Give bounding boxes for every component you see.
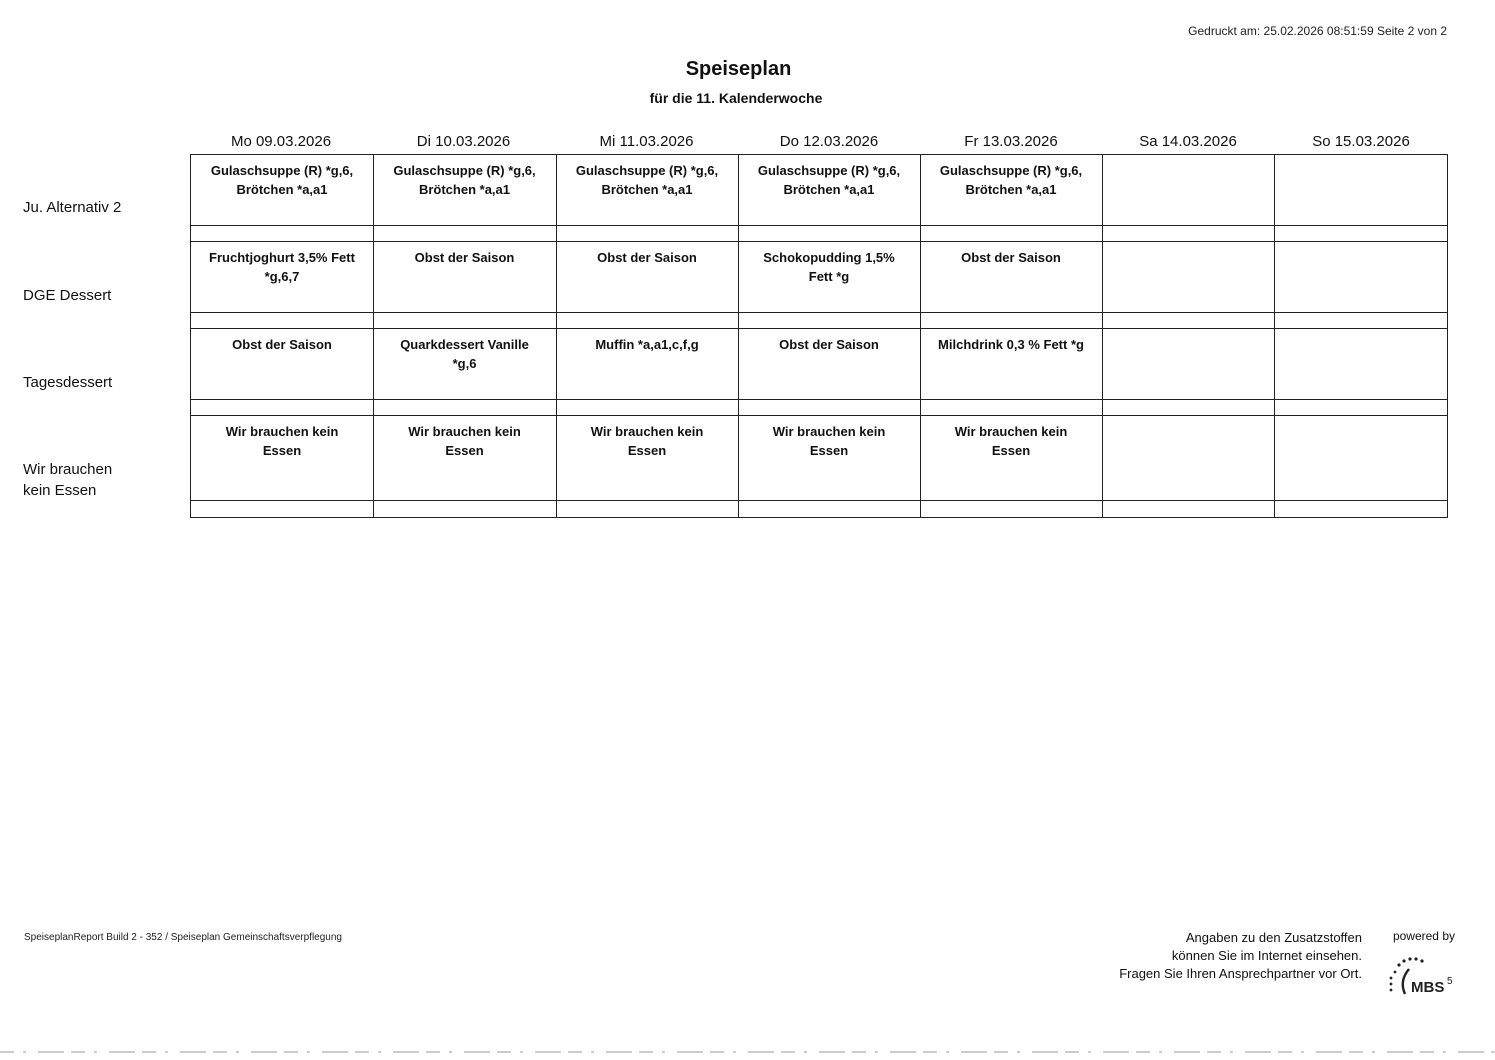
menu-cell: Gulaschsuppe (R) *g,6, Brötchen *a,a1	[575, 163, 719, 197]
grid-divider	[191, 312, 1447, 313]
day-header-row	[190, 133, 1448, 153]
menu-cell	[1102, 244, 1274, 248]
menu-cell: Fruchtjoghurt 3,5% Fett *g,6,7	[209, 250, 355, 284]
menu-cell	[1102, 418, 1274, 422]
row-label-tagesdessert: Tagesdessert	[23, 374, 113, 391]
grid-divider	[191, 399, 1447, 400]
menu-cell: Obst der Saison	[779, 337, 879, 352]
menu-cell: Quarkdessert Vanille *g,6	[400, 337, 529, 371]
page-subtitle: für die 11. Kalenderwoche	[649, 90, 823, 106]
additives-note-line: Angaben zu den Zusatzstoffen	[1185, 930, 1362, 945]
menu-cell: Gulaschsuppe (R) *g,6, Brötchen *a,a1	[757, 163, 901, 197]
additives-note-line: Fragen Sie Ihren Ansprechpartner vor Ort.	[1119, 966, 1362, 981]
menu-cell	[1274, 331, 1447, 335]
grid-divider	[191, 328, 1447, 329]
menu-cell: Obst der Saison	[597, 250, 697, 265]
menu-cell: Wir brauchen kein Essen	[954, 424, 1068, 458]
menu-cell: Milchdrink 0,3 % Fett *g	[938, 337, 1084, 352]
scan-artifact-line	[0, 1050, 1495, 1054]
printed-date-info: Gedruckt am: 25.02.2026 08:51:59 Seite 2 von 2	[1188, 24, 1447, 38]
menu-cell: Gulaschsuppe (R) *g,6, Brötchen *a,a1	[210, 163, 354, 197]
day-header-mi: Mi 11.03.2026	[599, 133, 694, 150]
menu-cell	[1102, 157, 1274, 161]
row-label-ju-alternativ: Ju. Alternativ 2	[23, 199, 122, 216]
page-title: Speiseplan	[685, 58, 792, 80]
grid-divider	[191, 415, 1447, 416]
day-header-sa: Sa 14.03.2026	[1139, 133, 1237, 150]
row-label-dge-dessert: DGE Dessert	[23, 287, 112, 304]
menu-cell	[1274, 244, 1447, 248]
day-header-fr: Fr 13.03.2026	[964, 133, 1058, 150]
menu-cell: Obst der Saison	[961, 250, 1061, 265]
menu-cell: Muffin *a,a1,c,f,g	[595, 337, 699, 352]
row-label-kein-essen: Wir brauchen kein Essen	[23, 461, 113, 499]
menu-cell	[1274, 418, 1447, 422]
grid-divider	[191, 225, 1447, 226]
day-header-di: Di 10.03.2026	[416, 133, 511, 150]
powered-by-label: powered by	[1392, 929, 1455, 943]
menu-cell: Wir brauchen kein Essen	[590, 424, 704, 458]
menu-cell	[1274, 157, 1447, 161]
mbs-logo-icon	[1385, 952, 1457, 1000]
grid-divider	[1102, 155, 1103, 517]
day-header-do: Do 12.03.2026	[779, 133, 879, 150]
mbs-logo-text: MBS	[1411, 979, 1445, 996]
mbs-logo-superscript: 5	[1447, 976, 1453, 987]
grid-divider	[191, 500, 1447, 501]
grid-divider	[191, 241, 1447, 242]
menu-cell: Obst der Saison	[414, 250, 515, 265]
menu-cell: Schokopudding 1,5% Fett *g	[763, 250, 895, 284]
menu-cell: Gulaschsuppe (R) *g,6, Brötchen *a,a1	[939, 163, 1083, 197]
menu-cell: Obst der Saison	[232, 337, 332, 352]
menu-cell: Wir brauchen kein Essen	[225, 424, 339, 458]
menu-cell: Wir brauchen kein Essen	[772, 424, 886, 458]
menu-cell	[1102, 331, 1274, 335]
meal-plan-grid	[190, 154, 1448, 518]
additives-note-line: können Sie im Internet einsehen.	[1171, 948, 1362, 963]
report-build-info: SpeiseplanReport Build 2 - 352 / Speiseplan Gemeinschaftsverpflegung	[24, 932, 342, 943]
mbs-logo	[1385, 952, 1457, 1000]
day-header-mo: Mo 09.03.2026	[230, 133, 332, 150]
menu-cell: Gulaschsuppe (R) *g,6, Brötchen *a,a1	[393, 163, 536, 197]
grid-divider	[1274, 155, 1275, 517]
day-header-so: So 15.03.2026	[1312, 133, 1410, 150]
additives-note	[1119, 929, 1362, 983]
menu-cell: Wir brauchen kein Essen	[408, 424, 521, 458]
